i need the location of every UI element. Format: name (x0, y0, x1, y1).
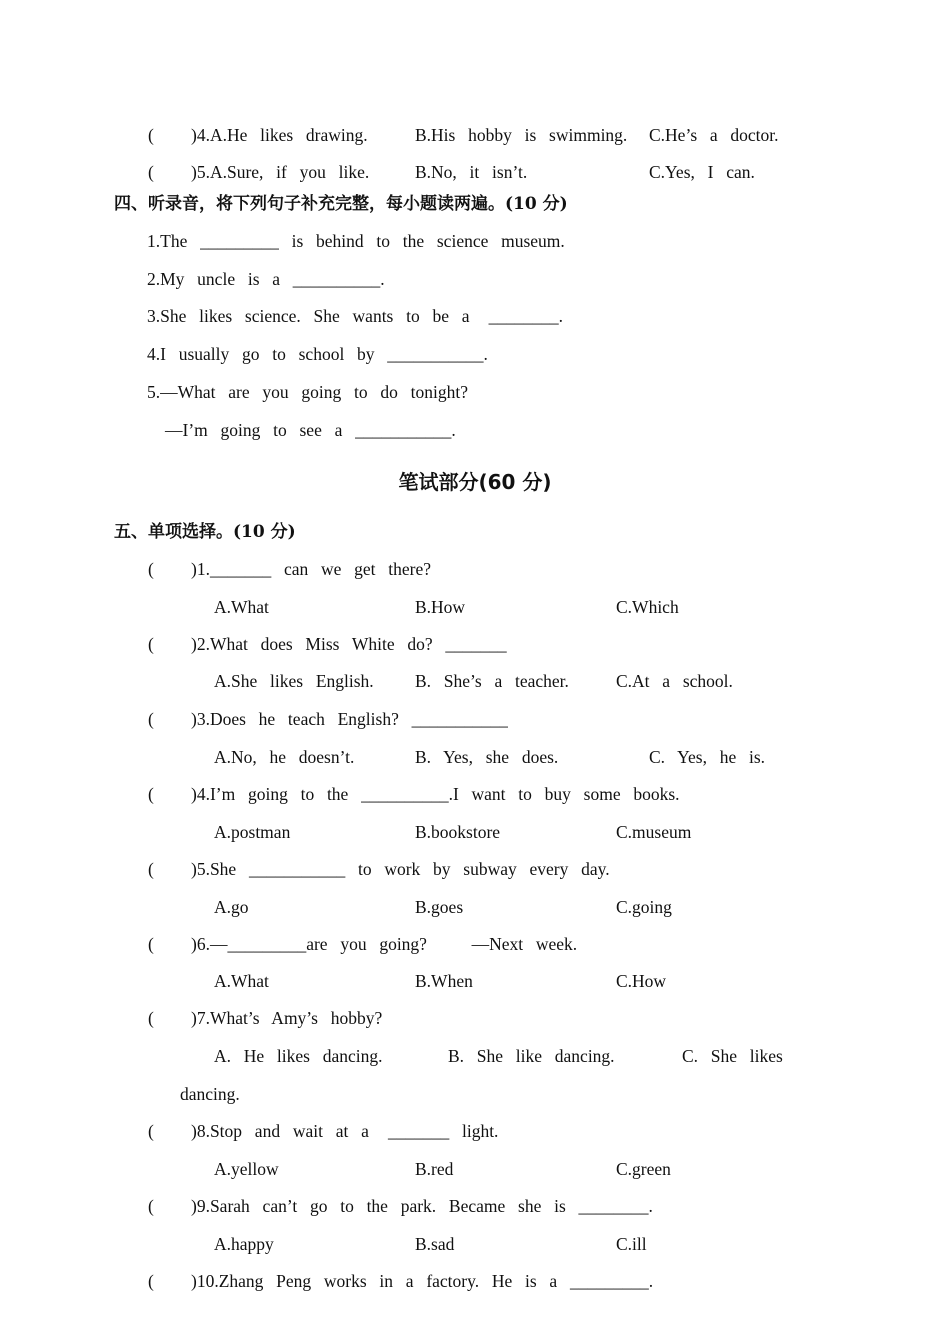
option-b: B.When (415, 971, 473, 991)
answer-paren: ( (148, 859, 154, 879)
fill-in-line: 3.She likes science. She wants to be a ________. (147, 306, 564, 326)
question-stem: )4.I’m going to the __________.I want to buy some books. (191, 784, 680, 804)
option-b: B. She’s a teacher. (415, 671, 569, 691)
option-a: A.No, he doesn’t. (214, 747, 355, 767)
answer-paren: ( (148, 634, 154, 654)
question-stem: )2.What does Miss White do? _______ (191, 634, 507, 654)
option-b: B. She like dancing. (448, 1046, 615, 1066)
option-c: C.going (616, 897, 672, 917)
option-c-continuation: dancing. (180, 1084, 240, 1104)
answer-paren: ( (148, 125, 154, 145)
answer-paren: ( (148, 1008, 154, 1028)
option-a: A.happy (214, 1234, 274, 1254)
option-b: B.bookstore (415, 822, 501, 842)
section-heading: 五、单项选择。(10 分) (114, 522, 296, 542)
fill-in-line: 5.—What are you going to do tonight? (147, 382, 468, 402)
fill-in-line: 2.My uncle is a __________. (147, 269, 385, 289)
question-stem: )8.Stop and wait at a _______ light. (191, 1121, 499, 1141)
option-c: C.ill (616, 1234, 647, 1254)
option-c: C.How (616, 971, 667, 991)
option-c: C.He’s a doctor. (649, 125, 779, 145)
fill-in-line: 1.The _________ is behind to the science museum. (147, 231, 565, 251)
answer-paren: ( (148, 1271, 154, 1291)
option-c: C.At a school. (616, 671, 733, 691)
option-b: B.How (415, 597, 466, 617)
answer-paren: ( (148, 1196, 154, 1216)
question-stem: )4.A.He likes drawing. (191, 125, 368, 145)
question-stem: )6.—_________are you going? —Next week. (191, 934, 578, 954)
fill-in-line: —I’m going to see a ___________. (165, 420, 456, 440)
option-c: C. Yes, he is. (649, 747, 766, 767)
option-b: B.His hobby is swimming. (415, 125, 628, 145)
option-b: B.No, it isn’t. (415, 162, 528, 182)
fill-in-line: 4.I usually go to school by ___________. (147, 344, 488, 364)
page-title: 笔试部分(60 分) (398, 470, 552, 494)
option-c: C.Which (616, 597, 679, 617)
option-b: B.sad (415, 1234, 455, 1254)
answer-paren: ( (148, 1121, 154, 1141)
option-c: C.museum (616, 822, 692, 842)
option-b: B.goes (415, 897, 464, 917)
option-a: A.yellow (214, 1159, 279, 1179)
option-b: B.red (415, 1159, 454, 1179)
option-c: C. She likes (682, 1046, 783, 1066)
question-stem: )10.Zhang Peng works in a factory. He is a _________. (191, 1271, 654, 1291)
option-a: A.What (214, 971, 269, 991)
question-stem: )9.Sarah can’t go to the park. Became she is ________. (191, 1196, 653, 1216)
option-a: A.postman (214, 822, 291, 842)
question-stem: )5.A.Sure, if you like. (191, 162, 370, 182)
section-heading: 四、听录音，将下列句子补充完整，每小题读两遍。(10 分) (114, 194, 568, 214)
option-a: A.What (214, 597, 269, 617)
answer-paren: ( (148, 784, 154, 804)
question-stem: )3.Does he teach English? ___________ (191, 709, 508, 729)
answer-paren: ( (148, 934, 154, 954)
option-b: B. Yes, she does. (415, 747, 559, 767)
option-a: A. He likes dancing. (214, 1046, 383, 1066)
option-c: C.Yes, I can. (649, 162, 755, 182)
answer-paren: ( (148, 559, 154, 579)
question-stem: )7.What’s Amy’s hobby? (191, 1008, 383, 1028)
answer-paren: ( (148, 162, 154, 182)
question-stem: )5.She ___________ to work by subway every day. (191, 859, 610, 879)
question-stem: )1._______ can we get there? (191, 559, 432, 579)
option-a: A.go (214, 897, 249, 917)
answer-paren: ( (148, 709, 154, 729)
option-a: A.She likes English. (214, 671, 374, 691)
option-c: C.green (616, 1159, 671, 1179)
